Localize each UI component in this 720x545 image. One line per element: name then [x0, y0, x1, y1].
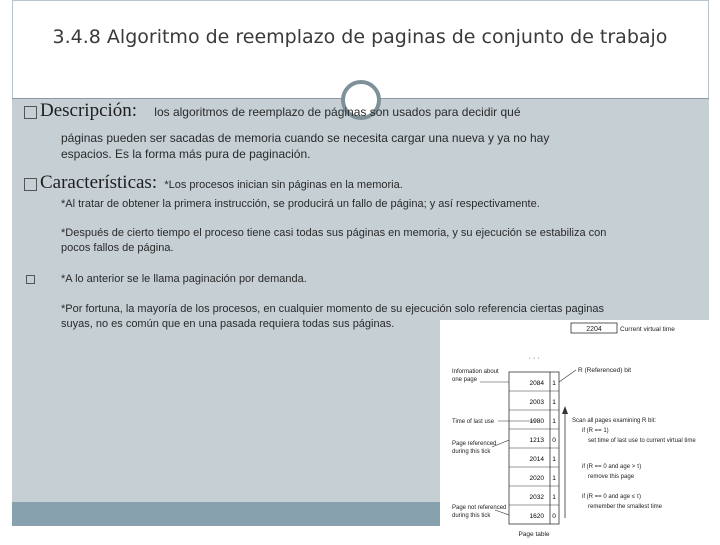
characteristics-line-6: *Por fortuna, la mayoría de los procesos, en cualquier momento de su ejecución solo referencia ciertas paginas — [61, 303, 604, 315]
row-r-bit: 1 — [552, 475, 556, 482]
action-remove: remove this page — [588, 474, 635, 480]
row-time: 2084 — [529, 380, 544, 387]
slide-title: 3.4.8 Algoritmo de reemplazo de paginas de conjunto de trabajo — [52, 26, 668, 48]
info-label-1: Information about — [452, 369, 499, 375]
row-time: 1980 — [529, 418, 544, 425]
description-line-3: espacios. Es la forma más pura de paginación. — [61, 147, 311, 161]
characteristics-line-7: suyas, no es común que en una pasada requiera todas sus páginas. — [61, 318, 395, 330]
row-r-bit: 1 — [552, 456, 556, 463]
referenced-label-1: Page referenced — [452, 441, 497, 447]
row-time: 2014 — [529, 456, 544, 463]
row-time: 1213 — [529, 437, 544, 444]
working-set-figure — [440, 320, 709, 540]
characteristics-line-5: *A lo anterior se le llama paginación por demanda. — [61, 273, 307, 285]
current-time-value: 2204 — [586, 326, 602, 333]
info-label-2: one page — [452, 377, 478, 383]
bullet-box-small-icon — [26, 273, 38, 289]
arrow-up-icon — [562, 406, 568, 414]
row-r-bit: 0 — [552, 437, 556, 444]
ellipsis-text: · · · — [528, 355, 540, 362]
not-referenced-label-1: Page not referenced — [452, 505, 507, 511]
row-r-bit: 1 — [552, 418, 556, 425]
referenced-label-2: during this tick — [452, 449, 491, 455]
characteristics-line-3: *Después de cierto tiempo el proceso tiene casi todas sus páginas en memoria, y su ejecución se estabiliza con — [61, 227, 607, 239]
scan-action: set time of last use to current virtual time — [588, 438, 696, 444]
characteristics-line-4: pocos fallos de página. — [61, 242, 174, 254]
scan-condition: if (R == 1) — [582, 428, 609, 434]
row-time: 2032 — [529, 494, 544, 501]
r-bit-label: R (Referenced) bit — [578, 367, 632, 374]
characteristics-line-2: *Al tratar de obtener la primera instrucción, se producirá un fallo de página; y así respectivamente. — [61, 198, 540, 210]
not-referenced-label-2: during this tick — [452, 513, 491, 519]
characteristics-text: *Los procesos inician sin páginas en la memoria. — [164, 179, 403, 191]
row-r-bit: 0 — [552, 513, 556, 520]
description-line-2: páginas pueden ser sacadas de memoria cuando se necesita cargar una nueva y ya no hay — [61, 131, 550, 145]
characteristics-row — [24, 172, 403, 194]
characteristics-heading: Características: — [40, 172, 158, 193]
page-table-label: Page table — [518, 531, 550, 538]
row-time: 2003 — [529, 399, 544, 406]
row-time: 2020 — [529, 475, 544, 482]
row-r-bit: 1 — [552, 380, 556, 387]
working-set-diagram — [440, 320, 709, 540]
description-heading: Descripción: — [40, 100, 138, 121]
condition-remove: if (R == 0 and age > τ) — [582, 464, 642, 470]
row-time: 1620 — [529, 513, 544, 520]
bullet-box-icon — [24, 106, 37, 119]
condition-remember: if (R == 0 and age ≤ τ) — [582, 494, 642, 500]
current-time-label: Current virtual time — [620, 326, 675, 333]
action-remember: remember the smallest time — [588, 504, 663, 510]
description-row — [24, 100, 521, 122]
scan-text: Scan all pages examining R bit: — [572, 418, 657, 424]
time-label: Time of last use — [452, 419, 495, 425]
description-text: los algoritmos de reemplazo de páginas son usados para decidir qué — [154, 105, 521, 119]
row-r-bit: 1 — [552, 399, 556, 406]
bullet-box-icon — [24, 178, 37, 191]
row-r-bit: 1 — [552, 494, 556, 501]
